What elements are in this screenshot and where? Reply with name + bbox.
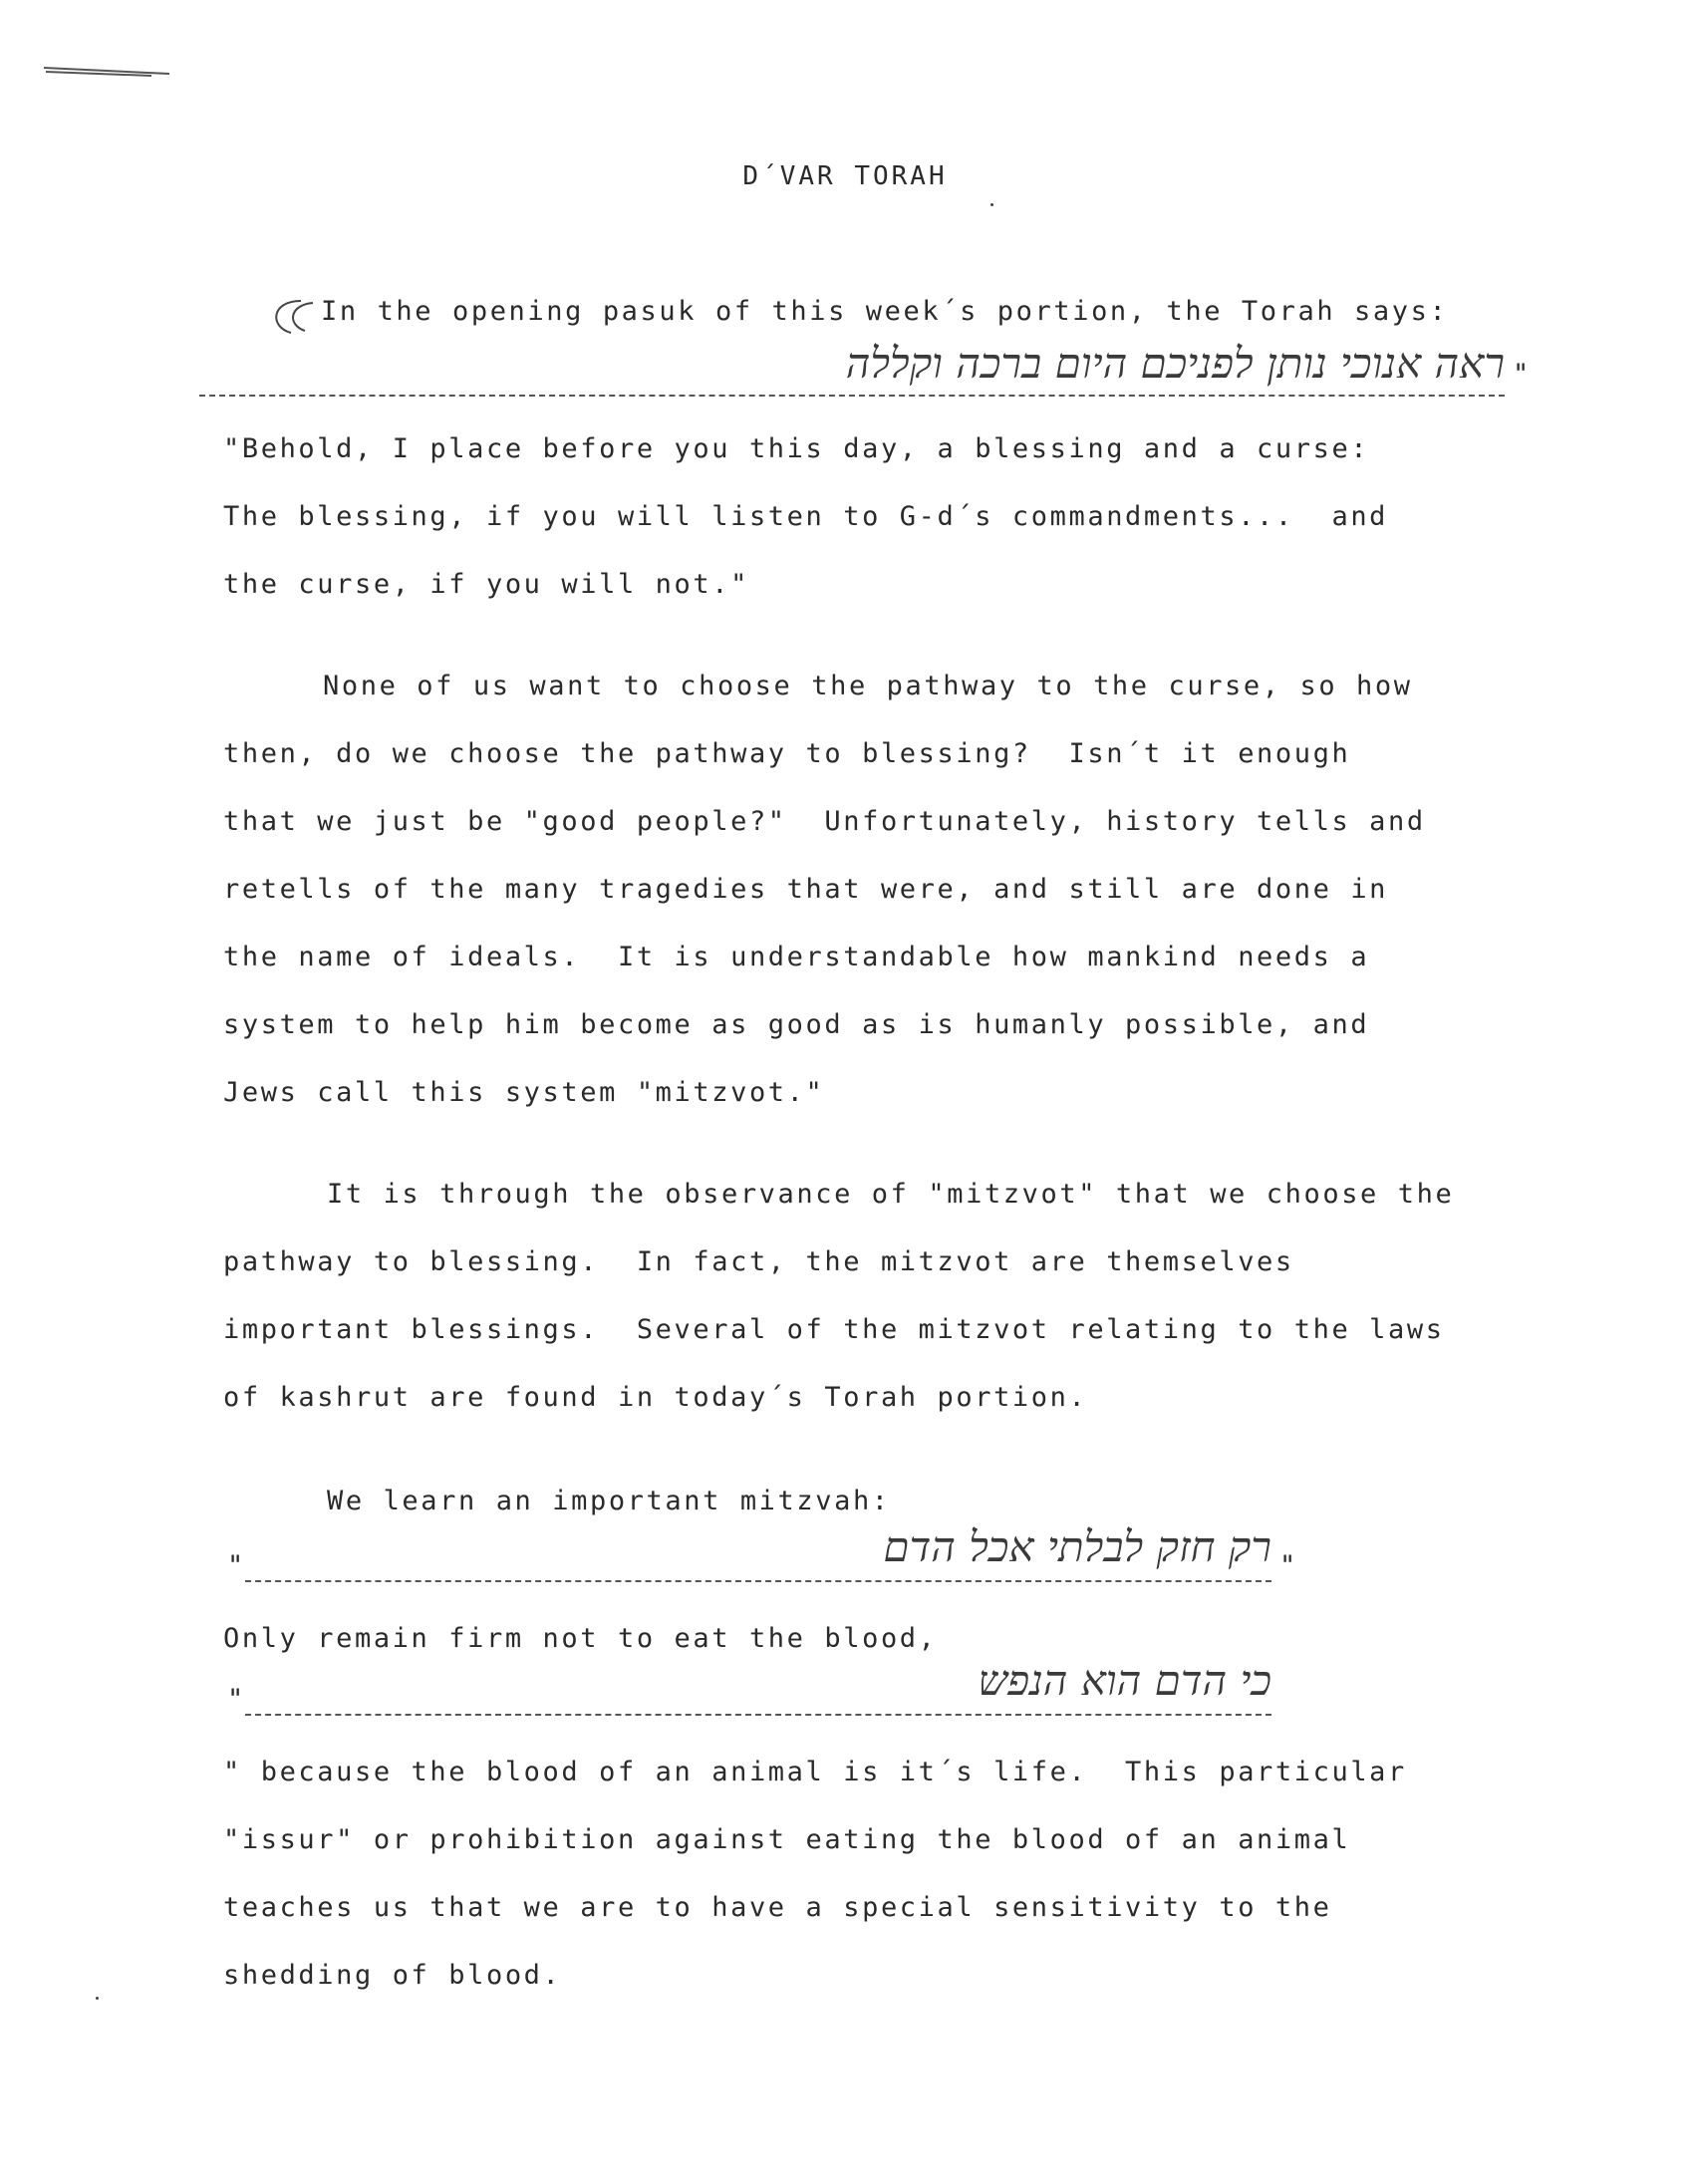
- quote-mark: ": [1513, 359, 1530, 390]
- p3-line-1: It is through the observance of "mitzvot" that we choose the: [327, 1179, 1455, 1210]
- p1-line-2: The blessing, if you will listen to G-d´s commandments... and: [223, 501, 1389, 532]
- hebrew-2-underline: [245, 1714, 1271, 1716]
- p2-line-3: that we just be "good people?" Unfortunately, history tells and: [223, 806, 1426, 837]
- p4-line-4: shedding of blood.: [223, 1960, 562, 1991]
- p3-line-3: important blessings. Several of the mitzvot relating to the laws: [223, 1314, 1445, 1345]
- p4-line-1: " because the blood of an animal is it´s life. This particular: [223, 1757, 1407, 1787]
- handwritten-bracket: [261, 297, 321, 337]
- scan-speck: [96, 1997, 99, 2000]
- p4-intro: We learn an important mitzvah:: [327, 1486, 891, 1516]
- staple-mark: [42, 64, 173, 78]
- p2-line-7: Jews call this system "mitzvot.": [223, 1077, 825, 1108]
- hebrew-1-handwritten: רק חזק לבלתי אכל הדם: [883, 1522, 1271, 1571]
- p3-line-4: of kashrut are found in today´s Torah portion.: [223, 1382, 1088, 1413]
- hebrew-verse-underline: [199, 395, 1505, 397]
- p2-line-1: None of us want to choose the pathway to the curse, so how: [323, 671, 1413, 701]
- page-title: D´VAR TORAH: [742, 161, 948, 191]
- p4-line-3: teaches us that we are to have a special sensitivity to the: [223, 1892, 1332, 1923]
- quote-mark: ": [227, 1684, 244, 1715]
- p2-line-6: system to help him become as good as is humanly possible, and: [223, 1009, 1370, 1040]
- hebrew-1-underline: [245, 1580, 1271, 1582]
- p3-line-2: pathway to blessing. In fact, the mitzvot are themselves: [223, 1246, 1294, 1277]
- p2-line-5: the name of ideals. It is understandable how mankind needs a: [223, 942, 1370, 972]
- p2-line-4: retells of the many tragedies that were, and still are done in: [223, 874, 1389, 905]
- p1-intro: In the opening pasuk of this week´s portion, the Torah says:: [321, 296, 1449, 327]
- hebrew-verse-handwritten: ראה אנוכי נותן לפניכם היום ברכה וקללה: [845, 339, 1505, 388]
- p1-line-3: the curse, if you will not.": [223, 569, 749, 600]
- p4-line-2: "issur" or prohibition against eating the blood of an animal: [223, 1824, 1351, 1855]
- p1-line-1: "Behold, I place before you this day, a blessing and a curse:: [223, 433, 1370, 464]
- p2-line-2: then, do we choose the pathway to blessing? Isn´t it enough: [223, 738, 1351, 769]
- p4-line-after-hebrew-1: Only remain firm not to eat the blood,: [223, 1623, 938, 1654]
- quote-mark: ": [1279, 1550, 1296, 1581]
- quote-mark: ": [227, 1550, 244, 1581]
- scan-speck: [990, 203, 993, 206]
- hebrew-2-handwritten: כי הדם הוא הנפש: [978, 1656, 1271, 1705]
